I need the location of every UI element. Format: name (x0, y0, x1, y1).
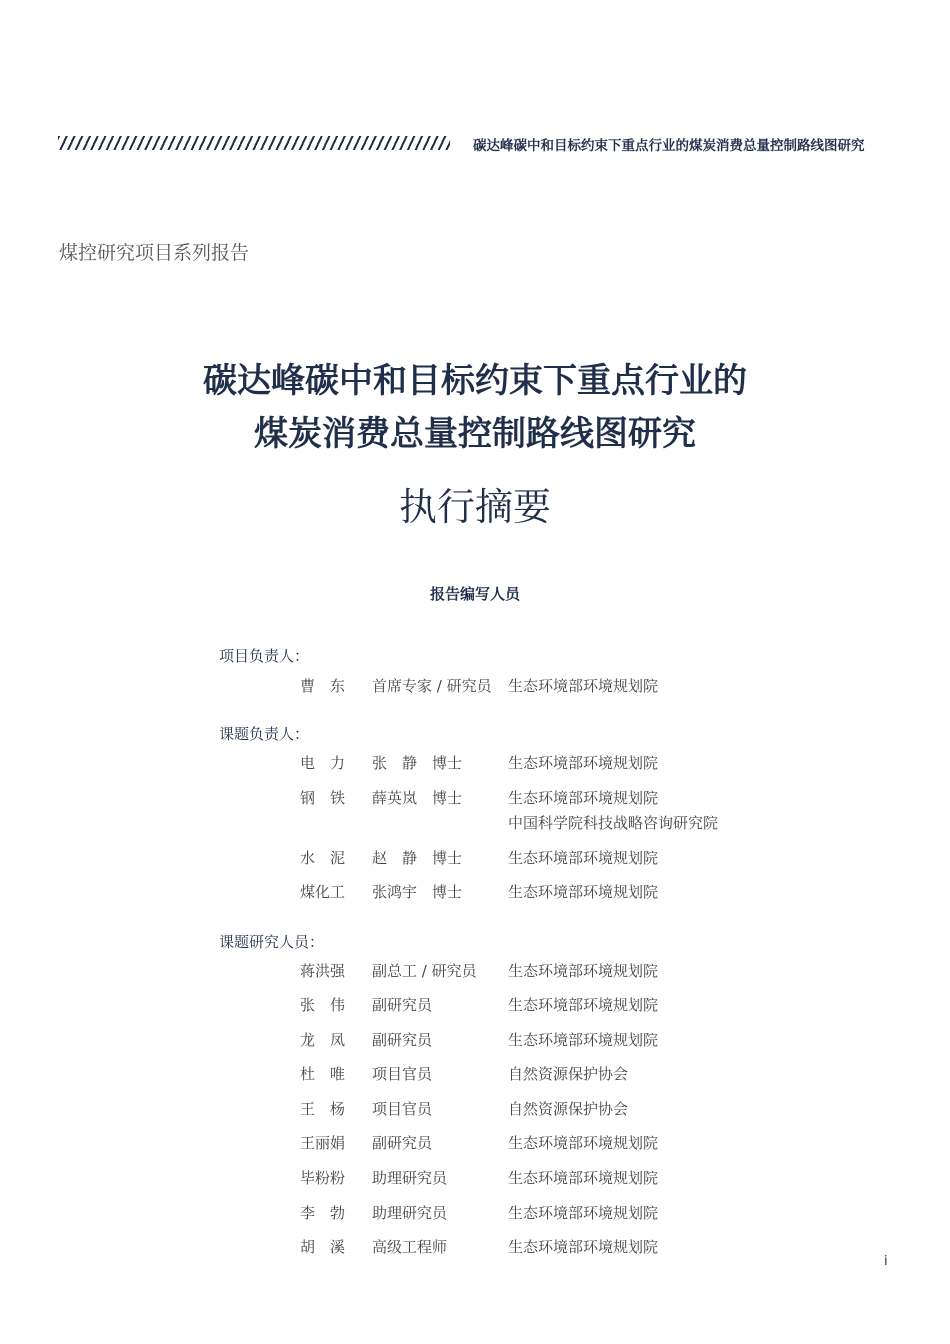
author-institution: 生态环境部环境规划院 (508, 883, 659, 901)
author-name: 王丽娟 (300, 1134, 346, 1152)
author-role: 张 静 博士 (372, 754, 463, 772)
author-name: 电 力 (300, 754, 346, 772)
author-role: 薛英岚 博士 (372, 789, 463, 807)
author-row (0, 1029, 950, 1053)
author-role: 副研究员 (372, 1031, 433, 1049)
author-name: 杜 唯 (300, 1065, 346, 1083)
author-role: 副研究员 (372, 996, 433, 1014)
author-row (0, 960, 950, 984)
author-name: 水 泥 (300, 849, 346, 867)
author-row (0, 1202, 950, 1226)
author-role: 张鸿宇 博士 (372, 883, 463, 901)
author-name: 龙 凤 (300, 1031, 346, 1049)
author-role: 助理研究员 (372, 1169, 448, 1187)
group-label-topic-leads: 课题负责人： (219, 725, 310, 743)
author-institution: 生态环境部环境规划院 (508, 1031, 659, 1049)
author-role: 赵 静 博士 (372, 849, 463, 867)
author-row (0, 675, 950, 699)
author-role: 副总工 / 研究员 (372, 962, 477, 980)
author-name: 张 伟 (300, 996, 346, 1014)
author-institution: 生态环境部环境规划院 (508, 789, 659, 807)
author-row (0, 1132, 950, 1156)
author-row (0, 847, 950, 871)
author-name: 胡 溪 (300, 1238, 346, 1256)
author-institution: 生态环境部环境规划院 (508, 1169, 659, 1187)
author-institution: 自然资源保护协会 (508, 1065, 629, 1083)
author-role: 高级工程师 (372, 1238, 448, 1256)
author-institution: 生态环境部环境规划院 (508, 754, 659, 772)
author-row (0, 752, 950, 776)
subtitle: 执行摘要 (398, 485, 551, 529)
page-title (0, 355, 950, 461)
author-row (0, 1098, 950, 1122)
author-name: 毕粉粉 (300, 1169, 346, 1187)
author-name: 钢 铁 (300, 789, 346, 807)
author-name: 曹 东 (300, 677, 346, 695)
author-institution: 生态环境部环境规划院 (508, 849, 659, 867)
author-name: 煤化工 (300, 883, 346, 901)
author-row (0, 1236, 950, 1260)
author-institution: 生态环境部环境规划院 (508, 1134, 659, 1152)
title-line-1: 碳达峰碳中和目标约束下重点行业的 (203, 361, 747, 401)
author-institution: 生态环境部环境规划院 (508, 996, 659, 1014)
group-label-researchers: 课题研究人员： (219, 933, 325, 951)
author-institution: 生态环境部环境规划院 (508, 1204, 659, 1222)
running-header-title: 碳达峰碳中和目标约束下重点行业的煤炭消费总量控制路线图研究 (473, 138, 865, 154)
author-row (0, 1063, 950, 1087)
author-institution: 生态环境部环境规划院 (508, 1238, 659, 1256)
author-institution: 自然资源保护协会 (508, 1100, 629, 1118)
author-role: 首席专家 / 研究员 (372, 677, 492, 695)
author-name: 王 杨 (300, 1100, 346, 1118)
author-institution: 生态环境部环境规划院 (508, 962, 659, 980)
authors-heading: 报告编写人员 (429, 585, 520, 603)
header-hatch-decoration (58, 136, 450, 150)
author-row (0, 787, 950, 837)
title-line-2: 煤炭消费总量控制路线图研究 (254, 414, 696, 454)
author-row (0, 1167, 950, 1191)
author-role: 副研究员 (372, 1134, 433, 1152)
author-role: 项目官员 (372, 1100, 433, 1118)
author-name: 蒋洪强 (300, 962, 346, 980)
author-institution-secondary: 中国科学院科技战略咨询研究院 (508, 814, 719, 832)
author-role: 项目官员 (372, 1065, 433, 1083)
author-role: 助理研究员 (372, 1204, 448, 1222)
series-label: 煤控研究项目系列报告 (59, 242, 250, 264)
author-row (0, 881, 950, 905)
author-name: 李 勃 (300, 1204, 346, 1222)
group-label-project-lead: 项目负责人： (219, 647, 310, 665)
author-row (0, 994, 950, 1018)
author-institution: 生态环境部环境规划院 (508, 677, 659, 695)
page-number: i (884, 1254, 888, 1269)
